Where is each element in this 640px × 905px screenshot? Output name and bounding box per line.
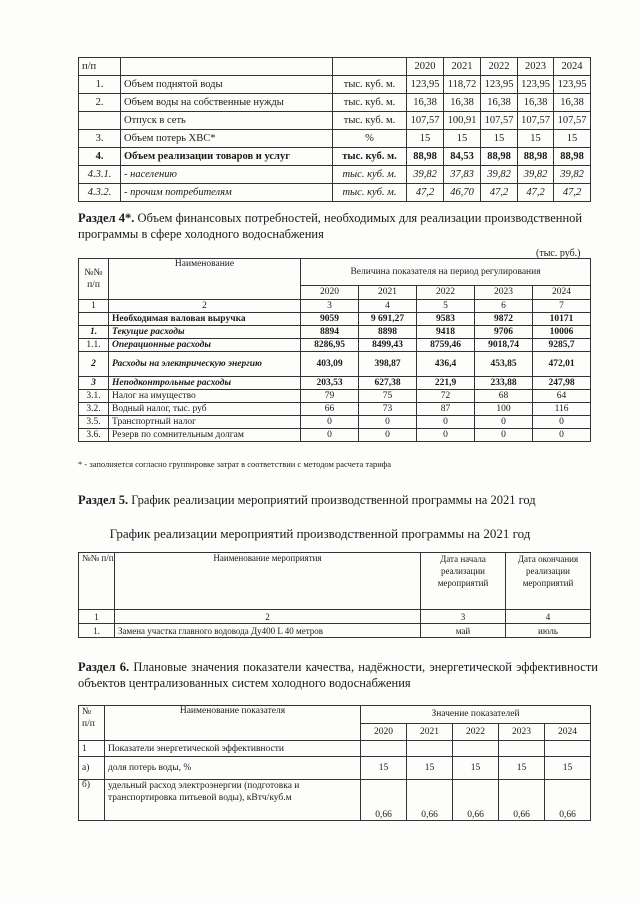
year-header: 2022 bbox=[453, 723, 499, 741]
row-name: - населению bbox=[121, 166, 333, 184]
row-name: доля потерь воды, % bbox=[105, 757, 361, 780]
row-num: 1. bbox=[79, 624, 115, 638]
row-name: - прочим потребителям bbox=[121, 184, 333, 202]
row-name: Необходимая валовая выручка bbox=[109, 313, 301, 326]
column-number: 4 bbox=[359, 300, 417, 313]
row-value: 15 bbox=[499, 757, 545, 780]
row-num: б) bbox=[79, 780, 105, 821]
row-value: 100 bbox=[475, 403, 533, 416]
section-4-unit: (тыс. руб.) bbox=[536, 248, 581, 259]
row-num: 3.6. bbox=[79, 429, 109, 442]
row-num: 1.1. bbox=[79, 339, 109, 352]
row-value: 84,53 bbox=[444, 148, 481, 166]
group-num: 1 bbox=[79, 741, 105, 757]
row-value: 627,38 bbox=[359, 377, 417, 390]
row-value: 8894 bbox=[301, 326, 359, 339]
row-name: Объем воды на собственные нужды bbox=[121, 94, 333, 112]
row-value: 107,57 bbox=[481, 112, 518, 130]
table-row bbox=[79, 184, 591, 202]
row-value: 0 bbox=[417, 429, 475, 442]
row-value: 0 bbox=[301, 416, 359, 429]
section-4-note: * - заполняется согласно группировке затрат в соответствии с методом расчета тарифа bbox=[78, 459, 392, 469]
row-value: 9706 bbox=[475, 326, 533, 339]
row-value: 47,2 bbox=[518, 184, 554, 202]
row-start: май bbox=[421, 624, 506, 638]
row-value: 118,72 bbox=[444, 76, 481, 94]
column-number: 3 bbox=[421, 610, 506, 624]
row-value: 9059 bbox=[301, 313, 359, 326]
row-value: 123,95 bbox=[407, 76, 444, 94]
header-cell: 2022 bbox=[481, 58, 518, 76]
table-row bbox=[79, 403, 591, 416]
column-number: 1 bbox=[79, 610, 115, 624]
row-value: 47,2 bbox=[554, 184, 591, 202]
column-number: 4 bbox=[506, 610, 591, 624]
column-number: 1 bbox=[79, 300, 109, 313]
row-value: 403,09 bbox=[301, 352, 359, 377]
row-num: 3.1. bbox=[79, 390, 109, 403]
table-row bbox=[79, 76, 591, 94]
row-value: 10171 bbox=[533, 313, 591, 326]
table-row bbox=[79, 130, 591, 148]
section-6-text: Плановые значения показатели качества, надёжности, энергетической эффективности объектов централизованных систем холодного водоснабжения bbox=[78, 660, 598, 690]
row-value: 9583 bbox=[417, 313, 475, 326]
group-name: Показатели энергетической эффективности bbox=[105, 741, 361, 757]
row-value: 39,82 bbox=[554, 166, 591, 184]
row-value: 203,53 bbox=[301, 377, 359, 390]
row-num: 3 bbox=[79, 377, 109, 390]
row-value: 8286,95 bbox=[301, 339, 359, 352]
year-header: 2021 bbox=[359, 285, 417, 299]
row-end: июль bbox=[506, 624, 591, 638]
row-value: 123,95 bbox=[481, 76, 518, 94]
row-name: Неподконтрольные расходы bbox=[109, 377, 301, 390]
row-value: 39,82 bbox=[481, 166, 518, 184]
row-name: Текущие расходы bbox=[109, 326, 301, 339]
financial-needs-table bbox=[78, 258, 591, 442]
table-row bbox=[79, 416, 591, 429]
row-name: Замена участка главного водовода Ду400 L 40 метров bbox=[115, 624, 421, 638]
column-number: 2 bbox=[115, 610, 421, 624]
row-name: Объем потерь ХВС* bbox=[121, 130, 333, 148]
row-num: 1. bbox=[79, 76, 121, 94]
row-num: 4. bbox=[79, 148, 121, 166]
row-value: 0,66 bbox=[545, 780, 591, 821]
row-unit: тыс. куб. м. bbox=[333, 112, 407, 130]
row-value: 398,87 bbox=[359, 352, 417, 377]
column-number: 5 bbox=[417, 300, 475, 313]
row-name: Транспортный налог bbox=[109, 416, 301, 429]
section-5-subtitle: График реализации мероприятий производственной программы на 2021 год bbox=[109, 526, 531, 541]
col-num-header: №№ п/п bbox=[79, 259, 109, 300]
row-num: 3. bbox=[79, 130, 121, 148]
row-num: а) bbox=[79, 757, 105, 780]
row-value: 16,38 bbox=[481, 94, 518, 112]
row-value: 16,38 bbox=[407, 94, 444, 112]
row-value: 0 bbox=[475, 416, 533, 429]
row-value: 15 bbox=[407, 130, 444, 148]
row-num: 4.3.1. bbox=[79, 166, 121, 184]
row-unit: тыс. куб. м. bbox=[333, 76, 407, 94]
row-num: 3.2. bbox=[79, 403, 109, 416]
table-row bbox=[79, 377, 591, 390]
year-header: 2022 bbox=[417, 285, 475, 299]
row-unit: тыс. куб. м. bbox=[333, 184, 407, 202]
row-value: 88,98 bbox=[481, 148, 518, 166]
row-value: 16,38 bbox=[518, 94, 554, 112]
row-value: 0,66 bbox=[361, 780, 407, 821]
row-num: 2. bbox=[79, 94, 121, 112]
row-value: 37,83 bbox=[444, 166, 481, 184]
row-value: 66 bbox=[301, 403, 359, 416]
row-value: 10006 bbox=[533, 326, 591, 339]
row-value: 0,66 bbox=[453, 780, 499, 821]
row-unit: % bbox=[333, 130, 407, 148]
row-value: 88,98 bbox=[518, 148, 554, 166]
row-value: 88,98 bbox=[407, 148, 444, 166]
section-4-text: Объем финансовых потребностей, необходимых для реализации производственной программы в сфере холодного водоснабжения bbox=[78, 211, 583, 241]
row-unit: тыс. куб. м. bbox=[333, 94, 407, 112]
table-row bbox=[79, 352, 591, 377]
col-value-header: Значение показателей bbox=[361, 706, 591, 724]
column-number: 6 bbox=[475, 300, 533, 313]
row-value: 0 bbox=[533, 416, 591, 429]
year-header: 2021 bbox=[407, 723, 453, 741]
row-value: 107,57 bbox=[518, 112, 554, 130]
row-name: Резерв по сомнительным долгам bbox=[109, 429, 301, 442]
year-header: 2023 bbox=[475, 285, 533, 299]
row-name: Операционные расходы bbox=[109, 339, 301, 352]
header-cell bbox=[333, 58, 407, 76]
row-value: 16,38 bbox=[444, 94, 481, 112]
row-name: удельный расход электроэнергии (подготовка и транспортировка питьевой воды), кВтч/куб.м bbox=[105, 780, 361, 821]
row-num: 4.3.2. bbox=[79, 184, 121, 202]
row-value: 0,66 bbox=[407, 780, 453, 821]
column-number: 7 bbox=[533, 300, 591, 313]
row-num: 2 bbox=[79, 352, 109, 377]
row-value: 47,2 bbox=[481, 184, 518, 202]
row-num bbox=[79, 313, 109, 326]
row-value: 0 bbox=[417, 416, 475, 429]
year-header: 2020 bbox=[361, 723, 407, 741]
row-value: 15 bbox=[518, 130, 554, 148]
row-name: Объем поднятой воды bbox=[121, 76, 333, 94]
table-row bbox=[79, 757, 591, 780]
col-num-header: № п/п bbox=[79, 706, 105, 741]
section-4-label: Раздел 4*. bbox=[78, 211, 135, 225]
section-5-text: График реализации мероприятий производственной программы на 2021 год bbox=[128, 493, 536, 507]
table-row bbox=[79, 624, 591, 638]
header-cell: 2020 bbox=[407, 58, 444, 76]
row-num bbox=[79, 112, 121, 130]
table-row bbox=[79, 390, 591, 403]
section-6-label: Раздел 6. bbox=[78, 660, 130, 674]
header-cell: 2024 bbox=[554, 58, 591, 76]
header-cell: 2023 bbox=[518, 58, 554, 76]
row-name: Отпуск в сеть bbox=[121, 112, 333, 130]
year-header: 2023 bbox=[499, 723, 545, 741]
row-value: 453,85 bbox=[475, 352, 533, 377]
row-name: Налог на имущество bbox=[109, 390, 301, 403]
row-value: 15 bbox=[361, 757, 407, 780]
column-number: 2 bbox=[109, 300, 301, 313]
row-name: Объем реализации товаров и услуг bbox=[121, 148, 333, 166]
row-value: 436,4 bbox=[417, 352, 475, 377]
row-value: 79 bbox=[301, 390, 359, 403]
table-row bbox=[79, 148, 591, 166]
col-start-header: Дата начала реализации мероприятий bbox=[421, 553, 506, 610]
table-row bbox=[79, 326, 591, 339]
row-value: 233,88 bbox=[475, 377, 533, 390]
row-value: 72 bbox=[417, 390, 475, 403]
year-header: 2024 bbox=[533, 285, 591, 299]
row-value: 9018,74 bbox=[475, 339, 533, 352]
col-value-header: Величина показателя на период регулирования bbox=[301, 259, 591, 286]
col-name-header: Наименование мероприятия bbox=[115, 553, 421, 610]
table-row bbox=[79, 429, 591, 442]
col-num-header: №№ п/п bbox=[79, 553, 115, 610]
row-value: 0,66 bbox=[499, 780, 545, 821]
row-value: 107,57 bbox=[407, 112, 444, 130]
section-6-heading bbox=[78, 659, 598, 691]
col-name-header: Наименование показателя bbox=[105, 706, 361, 741]
row-value: 221,9 bbox=[417, 377, 475, 390]
row-value: 15 bbox=[481, 130, 518, 148]
table-row bbox=[79, 313, 591, 326]
row-value: 9418 bbox=[417, 326, 475, 339]
row-value: 116 bbox=[533, 403, 591, 416]
row-value: 247,98 bbox=[533, 377, 591, 390]
row-value: 123,95 bbox=[518, 76, 554, 94]
row-value: 0 bbox=[359, 416, 417, 429]
schedule-table bbox=[78, 552, 591, 638]
table-row bbox=[79, 112, 591, 130]
row-value: 16,38 bbox=[554, 94, 591, 112]
row-value: 8499,43 bbox=[359, 339, 417, 352]
quality-indicators-table bbox=[78, 705, 591, 821]
header-cell bbox=[121, 58, 333, 76]
row-value: 68 bbox=[475, 390, 533, 403]
row-name: Расходы на электрическую энергию bbox=[109, 352, 301, 377]
row-unit: тыс. куб. м. bbox=[333, 166, 407, 184]
row-name: Водный налог, тыс. руб bbox=[109, 403, 301, 416]
row-value: 15 bbox=[407, 757, 453, 780]
table-row bbox=[79, 741, 591, 757]
row-value: 0 bbox=[301, 429, 359, 442]
table-row bbox=[79, 166, 591, 184]
row-value: 75 bbox=[359, 390, 417, 403]
year-header: 2024 bbox=[545, 723, 591, 741]
row-num: 1. bbox=[79, 326, 109, 339]
row-value: 87 bbox=[417, 403, 475, 416]
row-value: 39,82 bbox=[518, 166, 554, 184]
section-5-label: Раздел 5. bbox=[78, 493, 129, 507]
row-value: 15 bbox=[453, 757, 499, 780]
row-value: 9872 bbox=[475, 313, 533, 326]
row-value: 47,2 bbox=[407, 184, 444, 202]
row-value: 15 bbox=[444, 130, 481, 148]
row-value: 0 bbox=[475, 429, 533, 442]
col-name-header: Наименование bbox=[109, 259, 301, 300]
header-cell: п/п bbox=[79, 58, 121, 76]
row-num: 3.5. bbox=[79, 416, 109, 429]
row-value: 39,82 bbox=[407, 166, 444, 184]
column-number: 3 bbox=[301, 300, 359, 313]
row-value: 107,57 bbox=[554, 112, 591, 130]
row-value: 100,91 bbox=[444, 112, 481, 130]
row-value: 46,70 bbox=[444, 184, 481, 202]
row-value: 73 bbox=[359, 403, 417, 416]
row-unit: тыс. куб. м. bbox=[333, 148, 407, 166]
table-header-row bbox=[79, 58, 591, 76]
water-volume-table bbox=[78, 57, 591, 202]
row-value: 64 bbox=[533, 390, 591, 403]
row-value: 15 bbox=[554, 130, 591, 148]
table-row bbox=[79, 94, 591, 112]
section-4-heading bbox=[78, 210, 598, 242]
row-value: 0 bbox=[359, 429, 417, 442]
table-row bbox=[79, 339, 591, 352]
table-row bbox=[79, 780, 591, 821]
row-value: 123,95 bbox=[554, 76, 591, 94]
row-value: 9285,7 bbox=[533, 339, 591, 352]
row-value: 472,01 bbox=[533, 352, 591, 377]
header-cell: 2021 bbox=[444, 58, 481, 76]
row-value: 8759,46 bbox=[417, 339, 475, 352]
row-value: 15 bbox=[545, 757, 591, 780]
row-value: 0 bbox=[533, 429, 591, 442]
row-value: 88,98 bbox=[554, 148, 591, 166]
row-value: 8898 bbox=[359, 326, 417, 339]
year-header: 2020 bbox=[301, 285, 359, 299]
row-value: 9 691,27 bbox=[359, 313, 417, 326]
col-end-header: Дата окончания реализации мероприятий bbox=[506, 553, 591, 610]
section-5-heading bbox=[78, 492, 536, 508]
